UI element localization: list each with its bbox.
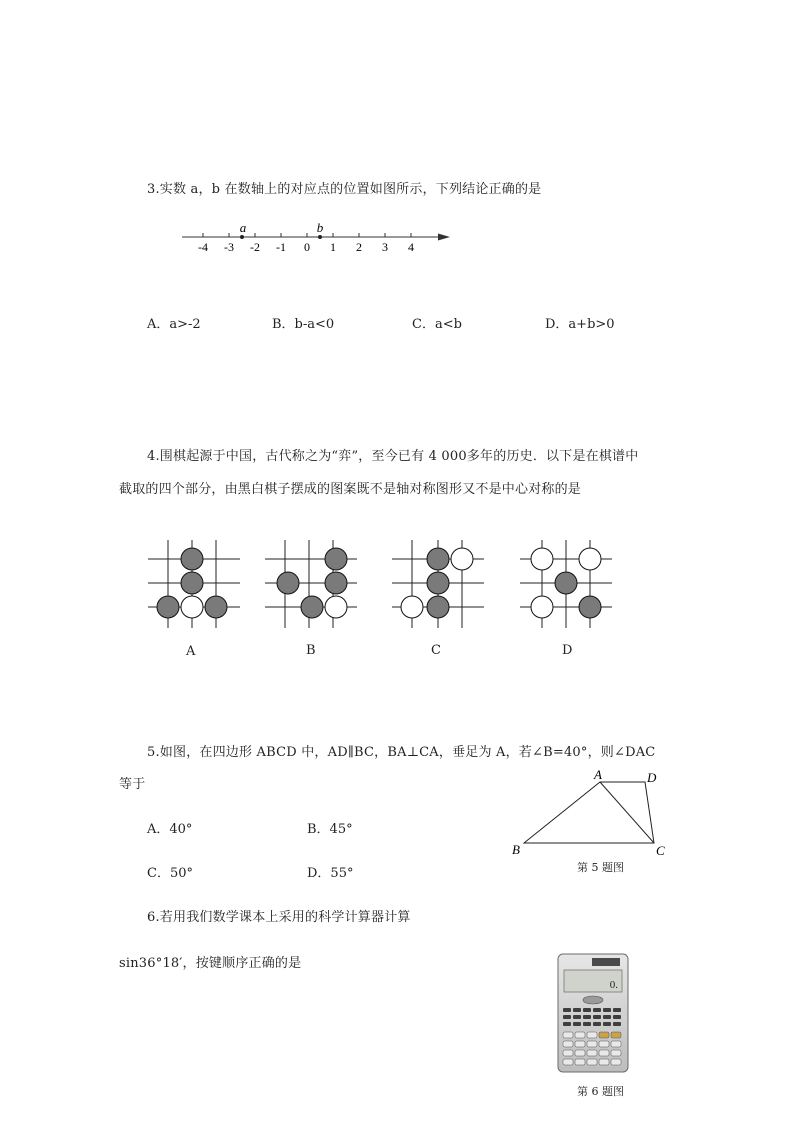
go-figure-b bbox=[265, 540, 357, 628]
white-stone bbox=[325, 596, 347, 618]
number-key bbox=[575, 1059, 585, 1065]
white-stone bbox=[579, 548, 601, 570]
number-key bbox=[563, 1059, 573, 1065]
number-key bbox=[587, 1050, 597, 1056]
black-stone bbox=[325, 548, 347, 570]
black-stone bbox=[427, 572, 449, 594]
q3-option-a: A．a>-2 bbox=[147, 317, 201, 332]
q5-option-a: A．40° bbox=[147, 822, 193, 837]
vertex-c-label: C bbox=[656, 843, 665, 858]
q6-caption: 第 6 题图 bbox=[577, 1085, 624, 1098]
number-key bbox=[611, 1032, 621, 1038]
white-stone bbox=[531, 548, 553, 570]
q4-label-a: A bbox=[186, 644, 196, 659]
axis-tick-label: 1 bbox=[330, 240, 336, 254]
black-stone bbox=[325, 572, 347, 594]
q3-option-b: B．b-a<0 bbox=[272, 317, 335, 332]
axis-tick-label: -2 bbox=[250, 240, 260, 254]
number-key bbox=[575, 1050, 585, 1056]
function-key bbox=[563, 1008, 571, 1012]
axis-tick-label: 0 bbox=[304, 240, 310, 254]
function-key bbox=[603, 1008, 611, 1012]
black-stone bbox=[301, 596, 323, 618]
black-stone bbox=[181, 548, 203, 570]
replay-key bbox=[583, 996, 603, 1004]
black-stone bbox=[205, 596, 227, 618]
number-key bbox=[599, 1059, 609, 1065]
go-figure-d bbox=[520, 540, 612, 628]
q4-label-b: B bbox=[306, 643, 316, 658]
q6-calculator-figure bbox=[556, 952, 630, 1074]
point-a-dot bbox=[240, 235, 244, 239]
q5-caption: 第 5 题图 bbox=[577, 861, 624, 874]
axis-tick-label: 4 bbox=[408, 240, 414, 254]
axis-tick-label: 2 bbox=[356, 240, 362, 254]
number-key bbox=[575, 1032, 585, 1038]
black-stone bbox=[427, 596, 449, 618]
vertex-a-label: A bbox=[594, 767, 602, 782]
q5-option-d: D．55° bbox=[307, 866, 354, 881]
axis-tick-label: -3 bbox=[224, 240, 234, 254]
q4-label-c: C bbox=[431, 643, 441, 658]
quadrilateral-abcd bbox=[524, 782, 654, 843]
q3-number-line bbox=[176, 214, 466, 258]
calculator-display: 0. bbox=[609, 979, 618, 991]
solar-panel bbox=[592, 958, 620, 966]
number-key bbox=[587, 1059, 597, 1065]
function-key bbox=[573, 1015, 581, 1019]
function-key bbox=[583, 1022, 591, 1026]
number-key bbox=[563, 1041, 573, 1047]
q5-option-b: B．45° bbox=[307, 822, 353, 837]
q3-option-d: D．a+b>0 bbox=[545, 317, 615, 332]
point-b-dot bbox=[318, 235, 322, 239]
black-stone bbox=[427, 548, 449, 570]
function-key bbox=[573, 1008, 581, 1012]
white-stone bbox=[401, 596, 423, 618]
black-stone bbox=[579, 596, 601, 618]
black-stone bbox=[157, 596, 179, 618]
axis-tick-label: -4 bbox=[198, 240, 208, 254]
q3-stem: 3.实数 a，b 在数轴上的对应点的位置如图所示，下列结论正确的是 bbox=[147, 182, 542, 197]
number-key bbox=[611, 1059, 621, 1065]
white-stone bbox=[181, 596, 203, 618]
number-key bbox=[611, 1041, 621, 1047]
number-key bbox=[599, 1050, 609, 1056]
number-key bbox=[599, 1041, 609, 1047]
vertex-d-label: D bbox=[647, 770, 657, 785]
function-key bbox=[573, 1022, 581, 1026]
q6-stem-line1: 6.若用我们数学课本上采用的科学计算器计算 bbox=[147, 910, 411, 925]
white-stone bbox=[451, 548, 473, 570]
q6-stem-line2: sin36°18′，按键顺序正确的是 bbox=[119, 956, 302, 971]
axis-arrow-icon bbox=[438, 234, 450, 241]
q4-stem-line1: 4.围棋起源于中国，古代称之为“弈”，至今已有 4 000多年的历史．以下是在棋谱中 bbox=[147, 449, 639, 464]
number-key bbox=[599, 1032, 609, 1038]
function-key bbox=[603, 1015, 611, 1019]
axis-ticks bbox=[198, 233, 414, 254]
number-key bbox=[563, 1050, 573, 1056]
function-key bbox=[603, 1022, 611, 1026]
axis-tick-label: -1 bbox=[276, 240, 286, 254]
q5-quadrilateral-figure bbox=[505, 765, 675, 860]
function-key bbox=[583, 1008, 591, 1012]
function-key bbox=[593, 1015, 601, 1019]
black-stone bbox=[555, 572, 577, 594]
q4-go-figures bbox=[140, 532, 620, 632]
function-key bbox=[593, 1022, 601, 1026]
function-key bbox=[583, 1015, 591, 1019]
black-stone bbox=[181, 572, 203, 594]
white-stone bbox=[531, 596, 553, 618]
number-key bbox=[563, 1032, 573, 1038]
function-key bbox=[613, 1022, 621, 1026]
number-key bbox=[575, 1041, 585, 1047]
function-key bbox=[613, 1015, 621, 1019]
number-key bbox=[587, 1032, 597, 1038]
function-key bbox=[563, 1015, 571, 1019]
q5-stem-line2: 等于 bbox=[119, 777, 146, 792]
point-a-label: a bbox=[239, 220, 247, 235]
function-key bbox=[613, 1008, 621, 1012]
q4-stem-line2: 截取的四个部分，由黑白棋子摆成的图案既不是轴对称图形又不是中心对称的是 bbox=[119, 482, 582, 497]
point-b-label: b bbox=[316, 220, 324, 235]
q5-stem-line1: 5.如图，在四边形 ABCD 中，AD∥BC，BA⊥CA，垂足为 A，若∠B=40°，则∠DAC bbox=[147, 745, 656, 760]
function-key bbox=[593, 1008, 601, 1012]
q4-label-d: D bbox=[562, 643, 573, 658]
function-key bbox=[563, 1022, 571, 1026]
go-figure-c bbox=[392, 540, 484, 628]
number-key bbox=[587, 1041, 597, 1047]
number-key bbox=[611, 1050, 621, 1056]
black-stone bbox=[277, 572, 299, 594]
q3-option-c: C．a<b bbox=[412, 317, 462, 332]
go-figure-a bbox=[148, 540, 240, 628]
vertex-b-label: B bbox=[512, 842, 520, 857]
q5-option-c: C．50° bbox=[147, 866, 193, 881]
axis-tick-label: 3 bbox=[382, 240, 388, 254]
